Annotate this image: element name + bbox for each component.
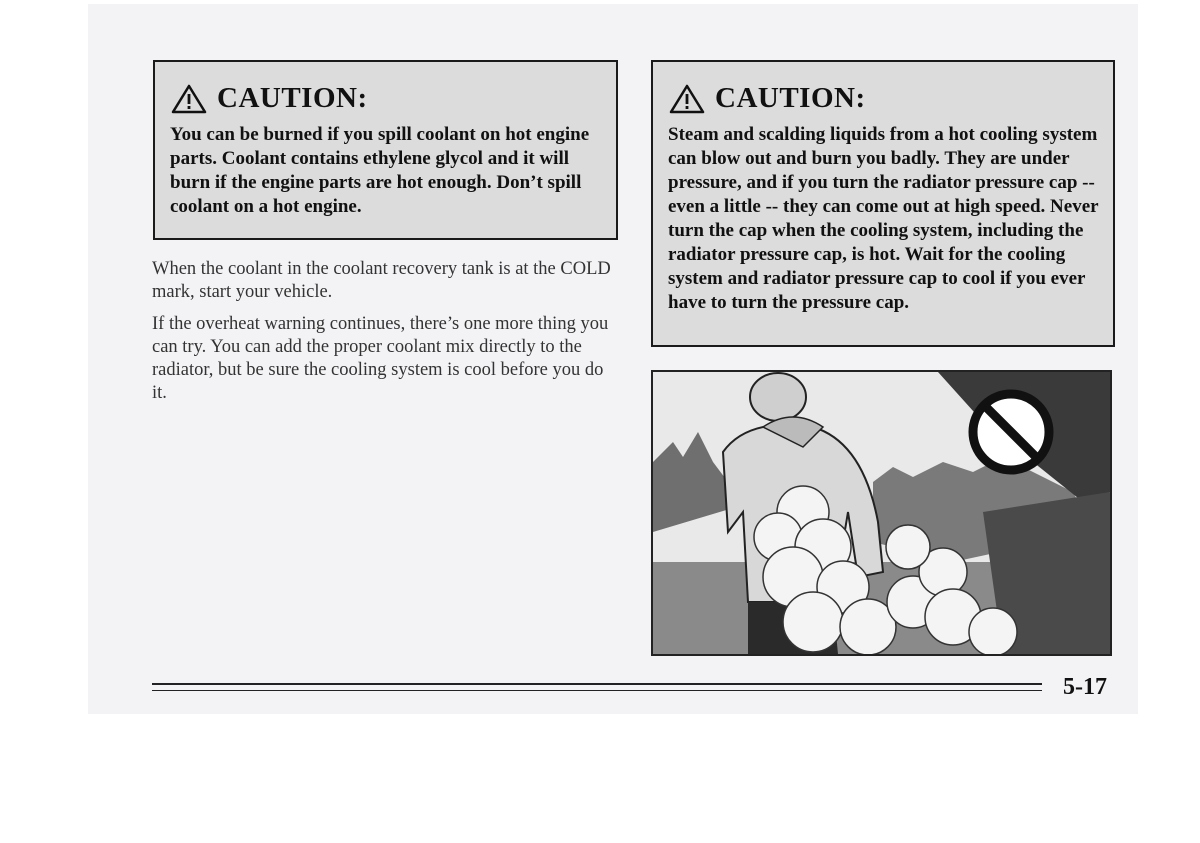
manual-page — [88, 4, 1138, 714]
caution-box-left — [153, 60, 618, 240]
caution-box-right — [651, 60, 1115, 347]
footer-rule — [152, 683, 1042, 685]
caution-heading-right — [669, 82, 1113, 115]
steam-warning-illustration — [651, 370, 1112, 656]
caution-heading-text: CAUTION: — [715, 82, 866, 114]
page-number: 5-17 — [1063, 674, 1107, 700]
warning-triangle-icon — [171, 84, 207, 114]
caution-text-right: Steam and scalding liquids from a hot cooling system can blow out and burn you badly. They are under pressure, and if you turn the radiator pressure cap -- even a little -- they can come out at high speed. Never turn the cap when the cooling system, including the radiator pressure cap, is hot. Wait for the cooling system and radiator pressure cap to cool if you ever have to turn the pressure cap. — [668, 124, 1099, 313]
no-symbol-icon — [973, 394, 1049, 470]
warning-triangle-icon — [669, 84, 705, 114]
caution-text-left: You can be burned if you spill coolant on hot engine parts. Coolant contains ethylene glycol and it will burn if the engine parts are hot enough. Don’t spill coolant on a hot engine. — [170, 124, 590, 217]
footer-rule-thin — [152, 690, 1042, 691]
body-paragraph-2: If the overheat warning continues, there’s one more thing you can try. You can add the proper coolant mix directly to the radiator, but be sure the cooling system is cool before you do it. — [152, 314, 609, 403]
caution-heading-left — [171, 82, 616, 115]
body-paragraph-1: When the coolant in the coolant recovery tank is at the COLD mark, start your vehicle. — [152, 259, 611, 302]
caution-heading-text: CAUTION: — [217, 82, 368, 114]
illustration-drawing — [653, 372, 1110, 654]
